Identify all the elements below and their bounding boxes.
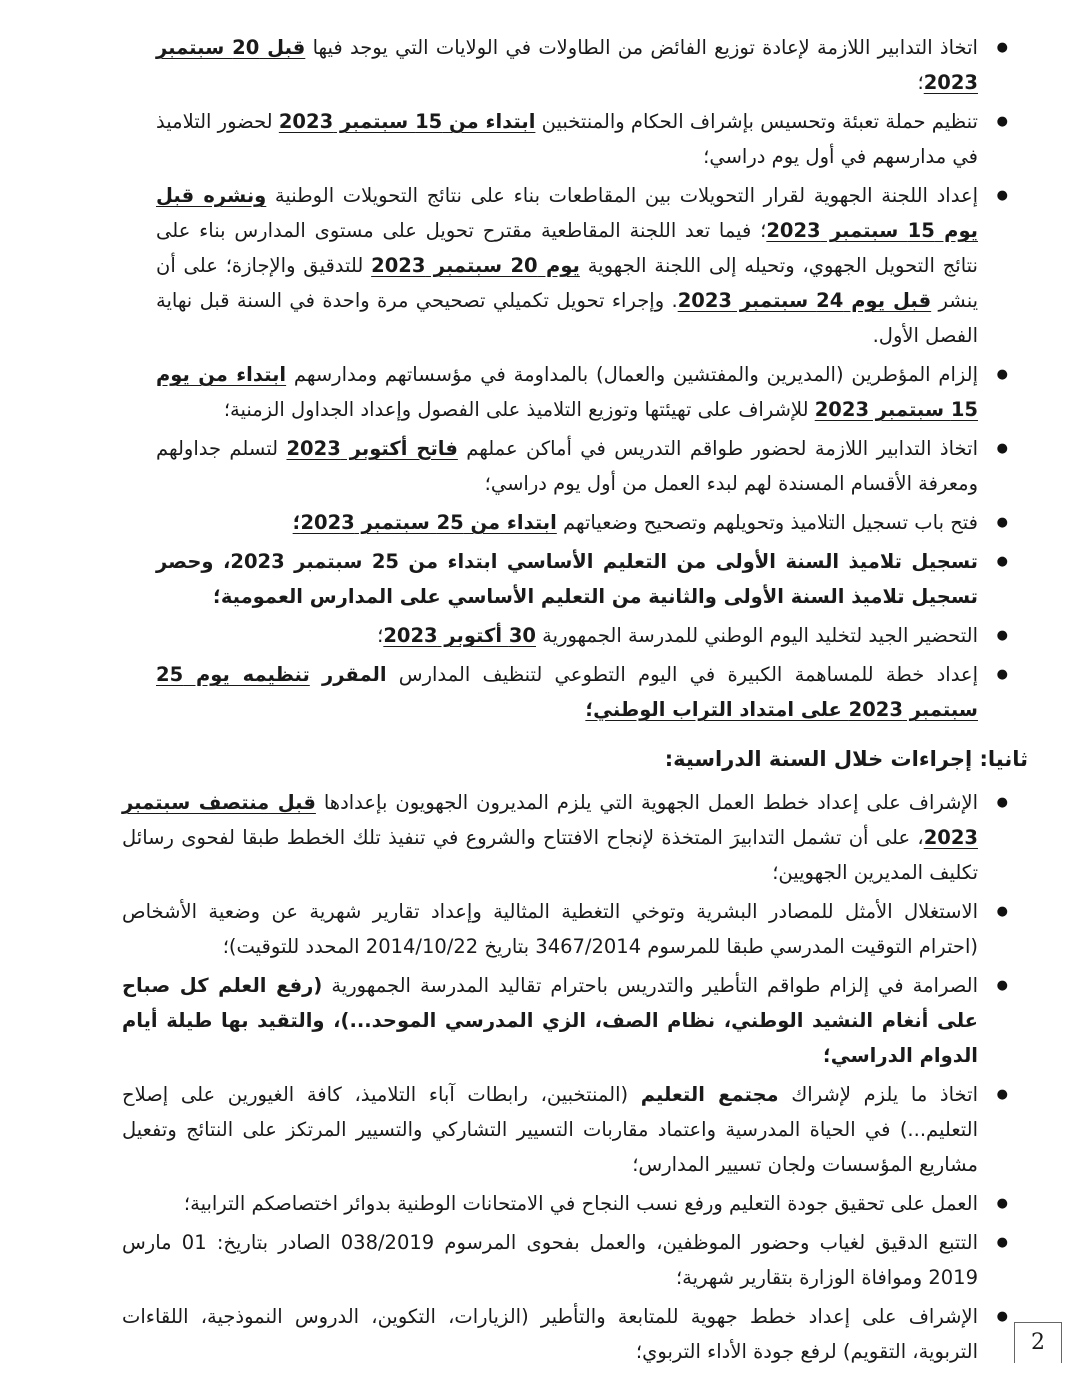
item-text: الاستغلال الأمثل للمصادر البشرية وتوخي التغطية المثالية وإعداد تقارير شهرية عن وضعية الأشخاص (احترام التوقيت المدرسي طبقا للمرسوم 3467/2014 بتاريخ 2014/10/22 المحدد للتوقيت)؛	[122, 900, 978, 958]
list-item	[122, 785, 1008, 890]
item-text: العمل على تحقيق جودة التعليم ورفع نسب النجاح في الامتحانات الوطنية بدوائر اختصاصكم الترابية؛	[183, 1192, 978, 1215]
underlined-date-text: فاتح أكتوبر 2023	[286, 437, 458, 460]
list-item	[122, 894, 1008, 964]
item-text: اتخاذ ما يلزم لإشراك	[778, 1083, 978, 1106]
item-text: التتبع الدقيق لغياب وحضور الموظفين، والعمل بفحوى المرسوم 038/2019 الصادر بتاريخ: 01 مارس 2019 وموافاة الوزارة بتقارير شهرية؛	[122, 1231, 978, 1289]
item-text: للتدقيق والإجازة؛ على أن ينشر	[156, 254, 978, 312]
underlined-date-text: قبل 20 سبتمبر 2023	[156, 36, 978, 94]
list-item	[122, 1077, 1008, 1182]
list-item	[156, 357, 1008, 427]
underlined-date-text: 30 أكتوبر 2023	[383, 624, 536, 647]
list-item	[156, 505, 1008, 540]
list-item	[156, 431, 1008, 501]
underlined-date-text: قبل منتصف سبتمبر 2023	[122, 791, 978, 849]
item-text: إعداد اللجنة الجهوية لقرار التحويلات بين المقاطعات بناء على نتائج التحويلات الوطنية	[266, 184, 978, 207]
item-text: تنظيم حملة تعبئة وتحسيس بإشراف الحكام والمنتخبين	[535, 110, 978, 133]
bold-text: مجتمع التعليم	[640, 1083, 779, 1106]
item-text: اتخاذ التدابير اللازمة لإعادة توزيع الفائض من الطاولات في الولايات التي يوجد فيها	[305, 36, 978, 59]
section-2-heading: ثانيا: إجراءات خلال السنة الدراسية:	[664, 747, 1028, 771]
underlined-date-text: ابتداء من 25 سبتمبر 2023؛	[292, 511, 557, 534]
item-text: للإشراف على تهيئتها وتوزيع التلاميذ على الفصول وإعداد الجداول الزمنية؛	[223, 398, 815, 421]
list-item	[156, 544, 1008, 614]
item-text: فتح باب تسجيل التلاميذ وتحويلهم وتصحيح وضعياتهم	[556, 511, 978, 534]
item-text: الصرامة في إلزام طواقم التأطير والتدريس باحترام تقاليد المدرسة الجمهورية	[322, 974, 978, 997]
item-text: ؛	[377, 624, 384, 647]
underlined-date-text: تنظيمه يوم 25 سبتمبر 2023 على امتداد التراب الوطني؛	[156, 663, 978, 721]
item-text: (المنتخبين، رابطات آباء التلاميذ، كافة الغيورين على إصلاح التعليم...) في الحياة المدرسية واعتماد مقاربات التسيير التشاركي والتسيير المرتكز على النتائج وتفعيل مشاريع المؤسسات ولجان تسيير المدارس؛	[122, 1083, 978, 1176]
underlined-date-text: ونشره قبل يوم 15 سبتمبر 2023	[156, 184, 978, 242]
item-text: . وإجراء تحويل تكميلي تصحيحي مرة واحدة في السنة قبل نهاية الفصل الأول.	[156, 289, 978, 347]
underlined-date-text: يوم 20 سبتمبر 2023	[371, 254, 580, 277]
list-item	[122, 1225, 1008, 1295]
item-text: الإشراف على إعداد خطط جهوية للمتابعة والتأطير (الزيارات، التكوين، الدروس النموذجية، اللقاءات التربوية، التقويم) لرفع جودة الأداء التربوي؛	[122, 1305, 978, 1363]
page-number: 2	[1014, 1322, 1062, 1363]
section-1-list	[78, 30, 1008, 727]
item-text: إلزام المؤطرين (المديرين والمفتشين والعمال) بالمداومة في مؤسساتهم ومدارسهم	[286, 363, 978, 386]
item-text: اتخاذ التدابير اللازمة لحضور طواقم التدريس في أماكن عملهم	[457, 437, 978, 460]
underlined-date-text: ابتداء من 15 سبتمبر 2023	[278, 110, 536, 133]
item-text: الإشراف على إعداد خطط العمل الجهوية التي يلزم المديرون الجهويون بإعدادها	[315, 791, 978, 814]
list-item	[156, 178, 1008, 353]
list-item	[122, 1299, 1008, 1369]
section-2-list	[78, 785, 1008, 1369]
item-text: إعداد خطة للمساهمة الكبيرة في اليوم التطوعي لتنظيف المدارس	[386, 663, 978, 686]
item-text: ؛ فيما تعد اللجنة المقاطعية مقترح تحويل على مستوى المدارس بناء على نتائج التحويل الجهوي، وتحيله إلى اللجنة الجهوية	[156, 219, 978, 277]
item-text	[310, 663, 322, 686]
document-page	[78, 30, 1028, 1373]
item-text: لحضور التلاميذ في مدارسهم في أول يوم دراسي؛	[156, 110, 978, 168]
item-text: تسجيل تلاميذ السنة الأولى من التعليم الأساسي ابتداء من 25 سبتمبر 2023، وحصر تسجيل تلاميذ السنة الأولى والثانية من التعليم الأساسي على المدارس العمومية؛	[156, 550, 978, 608]
list-item	[156, 30, 1008, 100]
underlined-date-text: ابتداء من يوم 15 سبتمبر 2023	[156, 363, 978, 421]
list-item	[156, 657, 1008, 727]
list-item	[122, 968, 1008, 1073]
underlined-date-text: قبل يوم 24 سبتمبر 2023	[677, 289, 932, 312]
item-text: ؛	[917, 71, 924, 94]
bold-text: (رفع العلم كل صباح على أنغام النشيد الوطني، نظام الصف، الزي المدرسي الموحد...)، والتقيد بها طيلة أيام الدوام الدراسي؛	[122, 974, 978, 1067]
item-text: ، على أن تشمل التدابيرَ المتخذة لإنجاح الافتتاح والشروع في تنفيذ تلك الخطط طبقا لفحوى رسائل تكليف المديرين الجهويين؛	[122, 826, 978, 884]
item-text: التحضير الجيد لتخليد اليوم الوطني للمدرسة الجمهورية	[535, 624, 978, 647]
list-item	[156, 104, 1008, 174]
list-item	[156, 618, 1008, 653]
item-text: لتسلم جداولهم ومعرفة الأقسام المسندة لهم لبدء العمل من أول يوم دراسي؛	[156, 437, 978, 495]
bold-text: المقرر	[322, 663, 387, 686]
list-item	[122, 1186, 1008, 1221]
